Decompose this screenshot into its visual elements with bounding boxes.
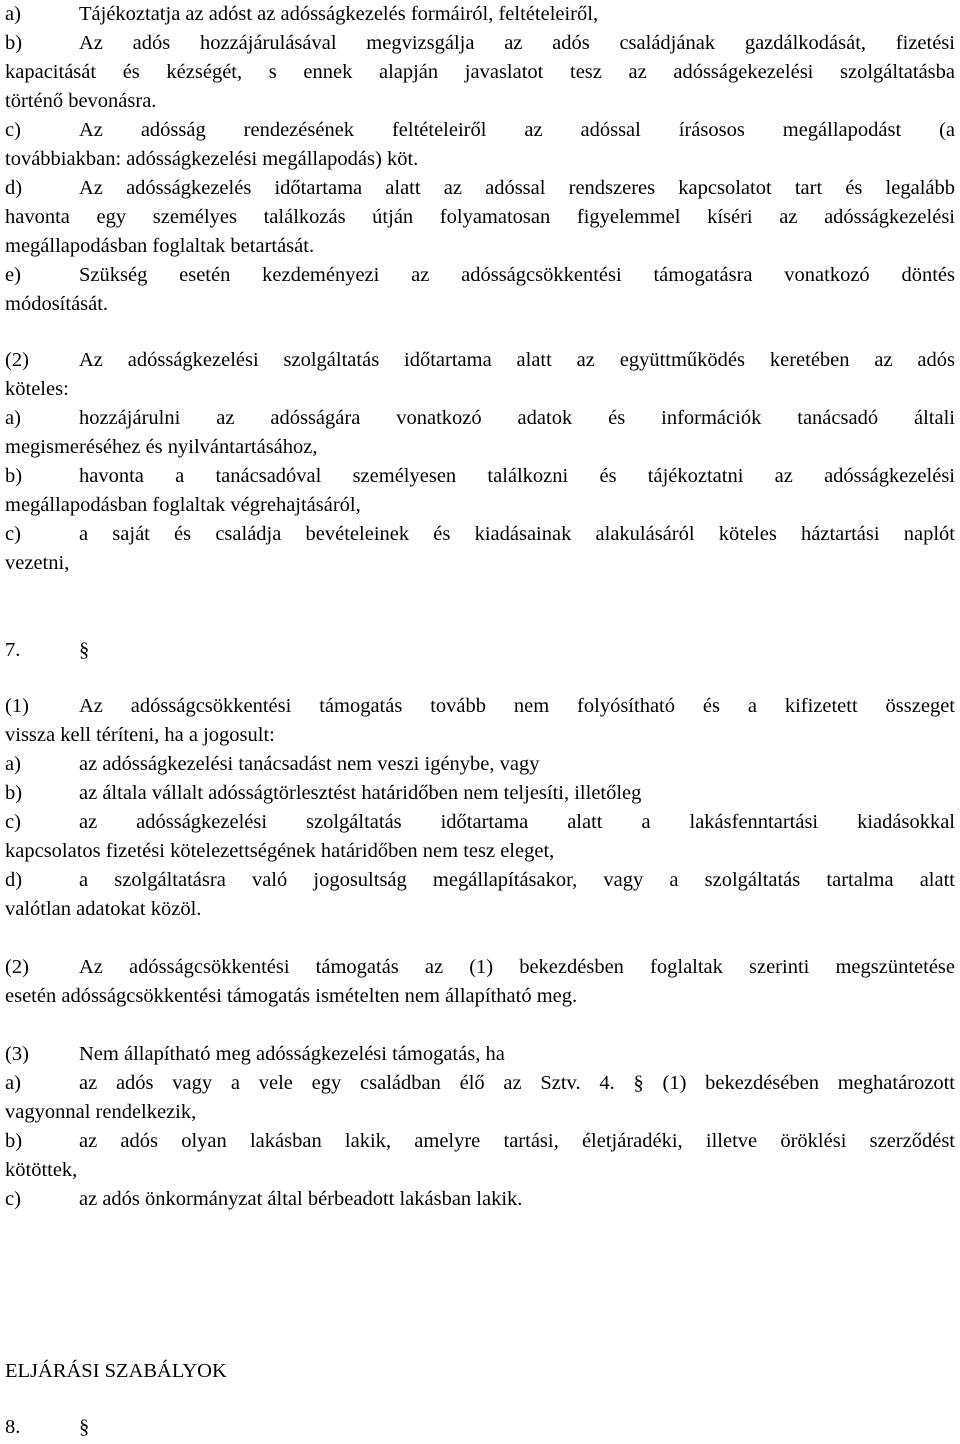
paragraph-text: Nem állapítható meg adósságkezelési támogatás, ha bbox=[79, 1043, 505, 1065]
item-label: e) bbox=[5, 264, 21, 286]
s7p1-item-c bbox=[5, 808, 955, 837]
list-item-d-cont bbox=[5, 232, 955, 261]
list-item-a bbox=[5, 0, 955, 29]
item-text: az általa vállalt adósságtörlesztést határidőben nem teljesíti, illetőleg bbox=[79, 782, 642, 804]
s7p1-item-d-cont bbox=[5, 895, 955, 924]
s7p3-item-a bbox=[5, 1069, 955, 1098]
item-text: kapacitását és kézségét, s ennek alapján javaslatot tesz az adósságekezelési szolgáltatásba bbox=[5, 61, 955, 83]
s7p3-item-b-cont bbox=[5, 1156, 955, 1185]
p2-item-b-cont bbox=[5, 491, 955, 520]
item-text: Az adósságkezelés időtartama alatt az adóssal rendszeres kapcsolatot tart és legalább bbox=[79, 177, 955, 199]
section-sign: § bbox=[79, 639, 90, 661]
item-text: vagyonnal rendelkezik, bbox=[5, 1101, 197, 1123]
section-number: 8. bbox=[5, 1416, 21, 1438]
p2-item-a-cont bbox=[5, 433, 955, 462]
list-item-d bbox=[5, 174, 955, 203]
heading-text: ELJÁRÁSI SZABÁLYOK bbox=[5, 1360, 227, 1382]
s7p3-item-b bbox=[5, 1127, 955, 1156]
paragraph-text: köteles: bbox=[5, 378, 69, 400]
item-label: b) bbox=[5, 782, 23, 804]
item-text: kötöttek, bbox=[5, 1159, 78, 1181]
item-text: havonta egy személyes találkozás útján folyamatosan figyelemmel kíséri az adósságkezelési bbox=[5, 206, 955, 228]
paragraph-text: vissza kell téríteni, ha a jogosult: bbox=[5, 724, 275, 746]
item-label: b) bbox=[5, 32, 23, 54]
item-text: kapcsolatos fizetési kötelezettségének határidőben nem tesz eleget, bbox=[5, 840, 555, 862]
s7-paragraph-2-cont bbox=[5, 982, 955, 1011]
item-label: a) bbox=[5, 407, 21, 429]
item-label: d) bbox=[5, 869, 23, 891]
section-7-heading bbox=[5, 636, 955, 665]
item-label: c) bbox=[5, 811, 21, 833]
section-8-heading bbox=[5, 1413, 955, 1442]
section-sign: § bbox=[79, 1416, 90, 1438]
item-text: Az adós hozzájárulásával megvizsgálja az adós családjának gazdálkodását, fizetési bbox=[79, 32, 955, 54]
paragraph-2-cont bbox=[5, 375, 955, 404]
item-text: a saját és családja bevételeinek és kiadásainak alakulásáról köteles háztartási naplót bbox=[79, 523, 955, 545]
item-label: b) bbox=[5, 1130, 23, 1152]
item-text: valótlan adatokat közöl. bbox=[5, 898, 202, 920]
paragraph-text: Az adósságcsökkentési támogatás az (1) bekezdésben foglaltak szerinti megszüntetése bbox=[79, 956, 955, 978]
item-label: a) bbox=[5, 753, 21, 775]
s7p3-item-c bbox=[5, 1185, 955, 1214]
item-text: az adós önkormányzat által bérbeadott lakásban lakik. bbox=[79, 1188, 523, 1210]
list-item-e-cont bbox=[5, 290, 955, 319]
item-text: módosítását. bbox=[5, 293, 109, 315]
paragraph-label: (3) bbox=[5, 1043, 29, 1065]
item-text: az adós olyan lakásban lakik, amelyre tartási, életjáradéki, illetve öröklési szerződést bbox=[79, 1130, 955, 1152]
s7-paragraph-2 bbox=[5, 953, 955, 982]
paragraph-text: Az adósságcsökkentési támogatás tovább nem folyósítható és a kifizetett összeget bbox=[79, 695, 955, 717]
p2-item-c-cont bbox=[5, 549, 955, 578]
list-item-b-cont bbox=[5, 58, 955, 87]
list-item-e bbox=[5, 261, 955, 290]
s7-paragraph-1-cont bbox=[5, 721, 955, 750]
procedural-rules-heading bbox=[5, 1357, 955, 1386]
item-text: az adósságkezelési szolgáltatás időtartama alatt a lakásfenntartási kiadásokkal bbox=[79, 811, 955, 833]
item-label: b) bbox=[5, 465, 23, 487]
list-item-c-cont bbox=[5, 145, 955, 174]
paragraph-label: (1) bbox=[5, 695, 29, 717]
item-label: d) bbox=[5, 177, 23, 199]
item-text: Az adósság rendezésének feltételeiről az adóssal írásosos megállapodást (a bbox=[79, 119, 955, 141]
paragraph-text: esetén adósságcsökkentési támogatás ismételten nem állapítható meg. bbox=[5, 985, 578, 1007]
p2-item-c bbox=[5, 520, 955, 549]
paragraph-text: Az adósságkezelési szolgáltatás időtartama alatt az együttműködés keretében az adós bbox=[79, 349, 955, 371]
item-text: Tájékoztatja az adóst az adósságkezelés formáiról, feltételeiről, bbox=[79, 3, 599, 25]
item-text: Szükség esetén kezdeményezi az adósságcsökkentési támogatásra vonatkozó döntés bbox=[79, 264, 955, 286]
item-text: havonta a tanácsadóval személyesen találkozni és tájékoztatni az adósságkezelési bbox=[79, 465, 955, 487]
s7-paragraph-3 bbox=[5, 1040, 955, 1069]
list-item-b-cont bbox=[5, 87, 955, 116]
list-item-c bbox=[5, 116, 955, 145]
paragraph-2 bbox=[5, 346, 955, 375]
item-label: a) bbox=[5, 1072, 21, 1094]
item-text: hozzájárulni az adósságára vonatkozó adatok és információk tanácsadó általi bbox=[79, 407, 955, 429]
item-text: az adós vagy a vele egy családban élő az Sztv. 4. § (1) bekezdésében meghatározott bbox=[79, 1072, 955, 1094]
p2-item-a bbox=[5, 404, 955, 433]
s7-paragraph-1 bbox=[5, 692, 955, 721]
item-text: továbbiakban: adósságkezelési megállapodás) köt. bbox=[5, 148, 419, 170]
item-text: megismeréséhez és nyilvántartásához, bbox=[5, 436, 318, 458]
item-text: megállapodásban foglaltak végrehajtásáról, bbox=[5, 494, 361, 516]
item-text: vezetni, bbox=[5, 552, 70, 574]
item-label: c) bbox=[5, 119, 21, 141]
paragraph-label: (2) bbox=[5, 956, 29, 978]
list-item-b bbox=[5, 29, 955, 58]
p2-item-b bbox=[5, 462, 955, 491]
s7p1-item-d bbox=[5, 866, 955, 895]
item-label: c) bbox=[5, 523, 21, 545]
section-number: 7. bbox=[5, 639, 21, 661]
s7p1-item-a bbox=[5, 750, 955, 779]
paragraph-label: (2) bbox=[5, 349, 29, 371]
item-text: a szolgáltatásra való jogosultság megállapításakor, vagy a szolgáltatás tartalma alatt bbox=[79, 869, 955, 891]
s7p3-item-a-cont bbox=[5, 1098, 955, 1127]
item-text: történő bevonásra. bbox=[5, 90, 157, 112]
s7p1-item-b bbox=[5, 779, 955, 808]
item-label: c) bbox=[5, 1188, 21, 1210]
s7p1-item-c-cont bbox=[5, 837, 955, 866]
item-text: megállapodásban foglaltak betartását. bbox=[5, 235, 315, 257]
item-text: az adósságkezelési tanácsadást nem veszi igénybe, vagy bbox=[79, 753, 540, 775]
item-label: a) bbox=[5, 3, 21, 25]
list-item-d-cont bbox=[5, 203, 955, 232]
